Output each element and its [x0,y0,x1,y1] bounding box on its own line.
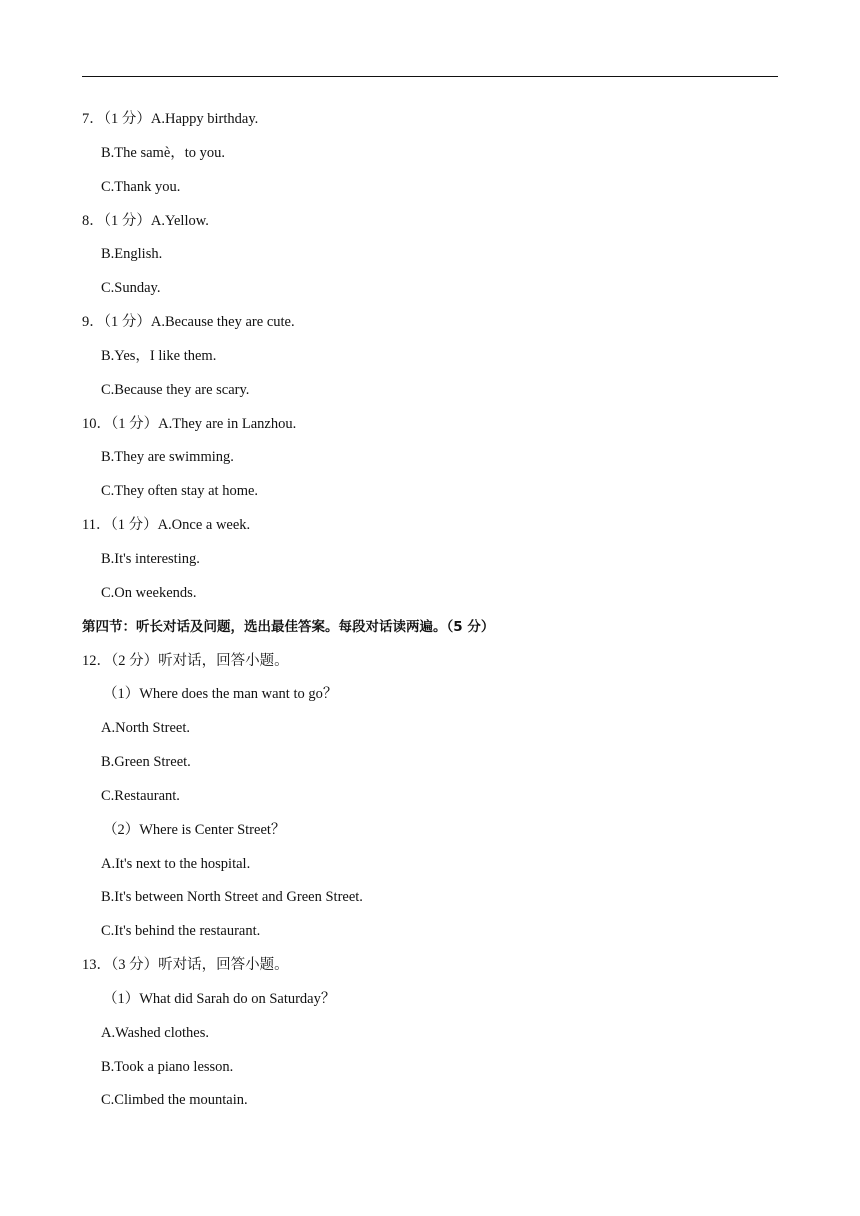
header-rule [82,76,778,77]
sub-question-line: （2）Where is Center Street？ [103,821,286,838]
option-line: B.Yes，I like them. [101,347,217,364]
sub-question-line: （1）Where does the man want to go？ [103,686,338,703]
question-line: 10．（1 分）A.They are in Lanzhou. [82,415,297,432]
option-line: C.Because they are scary. [101,381,250,398]
option-line: C.On weekends. [101,584,197,601]
option-line: C.It's behind the restaurant. [101,923,261,940]
question-line: 8．（1 分）A.Yellow. [82,212,209,229]
option-line: C.Climbed the mountain. [101,1092,248,1109]
option-line: B.They are swimming. [101,449,234,466]
question-line: 12．（2 分）听对话，回答小题。 [82,652,289,669]
option-line: B.The samè，to you. [101,144,226,161]
question-line: 13．（3 分）听对话，回答小题。 [82,957,289,974]
option-line: B.It's between North Street and Green Street. [101,889,363,906]
question-line: 11．（1 分）A.Once a week. [82,517,251,534]
option-line: A.North Street. [101,720,190,737]
option-line: C.They often stay at home. [101,483,259,500]
question-line: 9．（1 分）A.Because they are cute. [82,314,295,331]
option-line: A.Washed clothes. [101,1024,209,1041]
option-line: B.It's interesting. [101,550,200,567]
option-line: C.Restaurant. [101,787,180,804]
document-body [82,103,778,1118]
option-line: B.English. [101,246,163,263]
option-line: A.It's next to the hospital. [101,855,251,872]
option-line: B.Took a piano lesson. [101,1058,234,1075]
option-line: C.Sunday. [101,280,161,297]
sub-question-line: （1）What did Sarah do on Saturday？ [103,990,336,1007]
section-heading: 第四节：听长对话及问题，选出最佳答案。每段对话读两遍。（5 分） [82,618,495,635]
option-line: B.Green Street. [101,754,191,771]
question-line: 7．（1 分）A.Happy birthday. [82,111,259,127]
option-line: C.Thank you. [101,178,181,195]
